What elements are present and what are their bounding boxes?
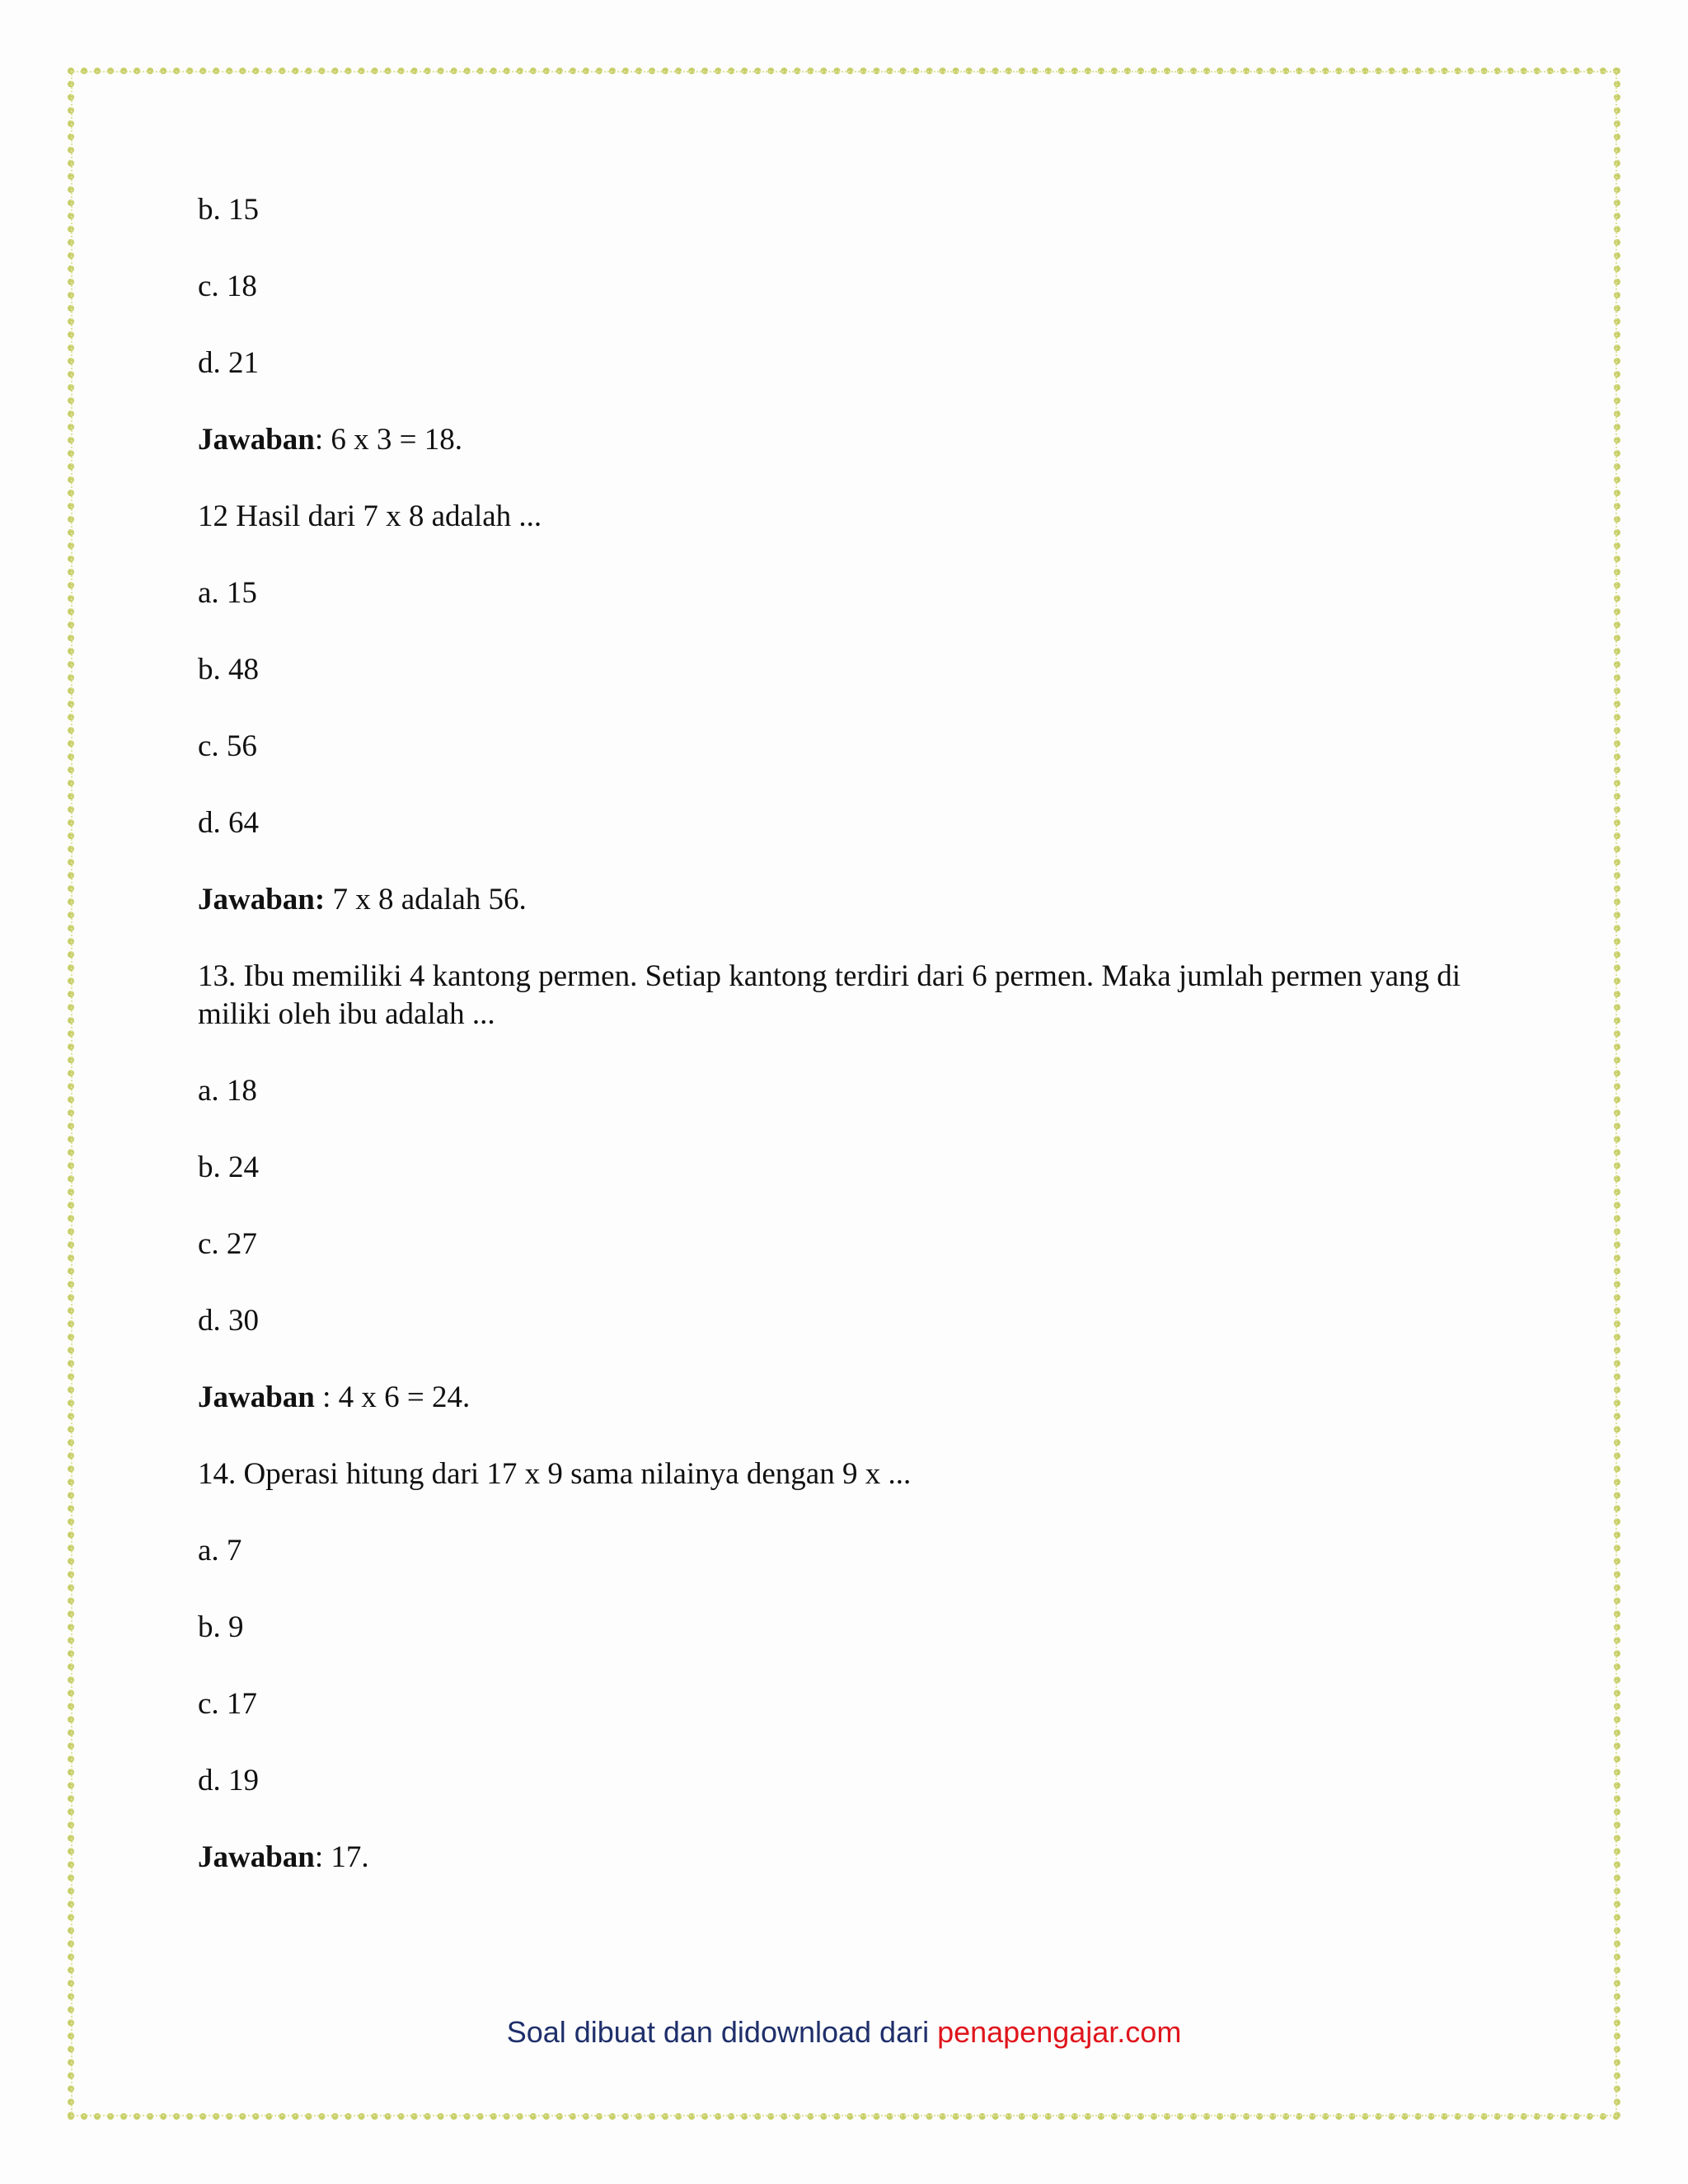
answer-13 [198, 1379, 1484, 1417]
option-b: b. 9 [198, 1610, 244, 1644]
option-b: b. 24 [198, 1151, 259, 1184]
option-a: a. 7 [198, 1534, 242, 1568]
page-footer [0, 2014, 1688, 2050]
question-14: 14. Operasi hitung dari 17 x 9 sama nilainya dengan 9 x ... [198, 1457, 912, 1491]
answer-label: Jawaban [198, 1380, 315, 1414]
option-b: b. 15 [198, 193, 259, 227]
answer-11 [198, 421, 1484, 459]
answer-label: Jawaban: [198, 883, 326, 916]
option-d: d. 30 [198, 1304, 259, 1338]
option-c: c. 27 [198, 1227, 257, 1261]
option-a: a. 18 [198, 1074, 257, 1108]
option-d: d. 21 [198, 346, 259, 380]
option-a: a. 15 [198, 576, 257, 610]
question-12: 12 Hasil dari 7 x 8 adalah ... [198, 499, 542, 533]
answer-text: 7 x 8 adalah 56. [325, 883, 527, 916]
answer-14 [198, 1839, 1484, 1877]
answer-text: : 4 x 6 = 24. [314, 1380, 471, 1414]
option-d: d. 19 [198, 1764, 259, 1797]
answer-label: Jawaban [198, 423, 315, 457]
option-c: c. 18 [198, 269, 257, 303]
option-c: c. 17 [198, 1687, 257, 1721]
footer-text: Soal dibuat dan didownload dari [506, 2015, 938, 2049]
option-d: d. 64 [198, 806, 259, 840]
answer-text: : 17. [314, 1840, 369, 1874]
answer-text: : 6 x 3 = 18. [314, 423, 463, 457]
answer-label: Jawaban [198, 1840, 315, 1874]
footer-site-link[interactable]: penapengajar.com [937, 2015, 1182, 2049]
document-body [198, 191, 1484, 1915]
answer-12 [198, 881, 1484, 919]
question-13: 13. Ibu memiliki 4 kantong permen. Setiap kantong terdiri dari 6 permen. Maka jumlah permen yang di miliki oleh ibu adalah ... [198, 959, 1469, 1031]
option-c: c. 56 [198, 729, 257, 763]
option-b: b. 48 [198, 653, 259, 687]
